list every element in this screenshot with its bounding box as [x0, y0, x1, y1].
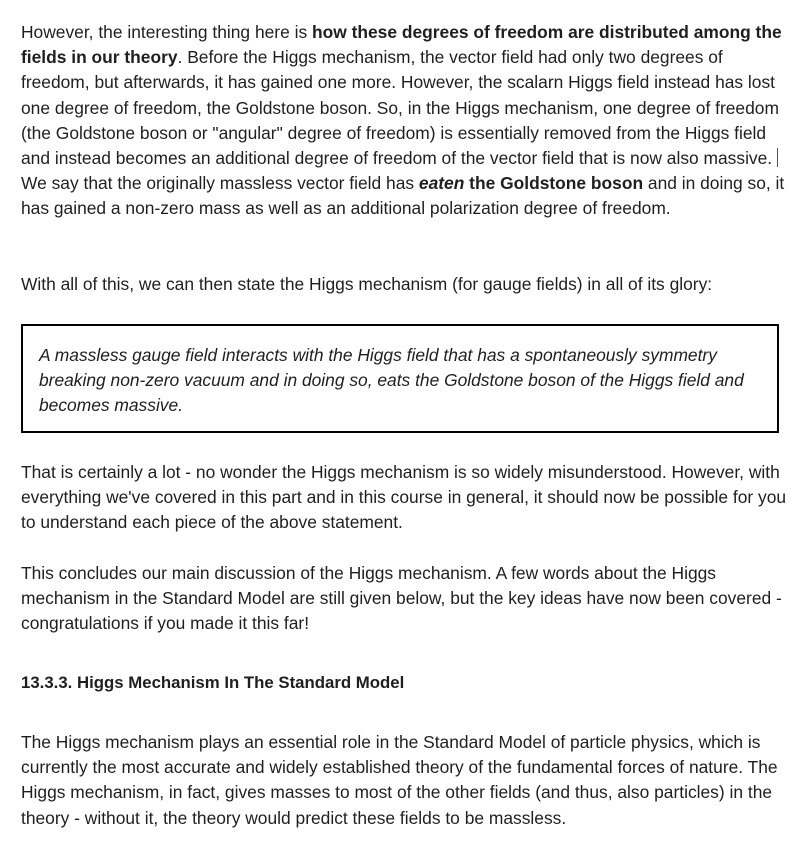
- text-run: and in doing so, it has gained a non-zero mass as well as an additional polarization degree of freedom.: [21, 173, 785, 219]
- paragraph-standard-model: The Higgs mechanism plays an essential role in the Standard Model of particle physics, which is currently the most accurate and widely established theory of the fundamental forces of nature. The Higgs mechanism, in fact, gives masses to most of the other fields (and thus, also particles) in the theory - without it, the theory would predict these fields to be massless.: [21, 732, 778, 828]
- text-run: . Before the Higgs mechanism, the vector field had only two degrees of freedom, but afterwards, it has gained one more. However, the scalarn Higgs field instead has lost one degree of freedom, the Goldstone boson. So, in the Higgs mechanism, one degree of freedom (the Goldstone boson or "angular" degree of freedom) is essentially removed from the Higgs field and instead becomes an additional degree of freedom of the vector field that is now also massive.: [21, 47, 779, 169]
- text-run: We say that the originally massless vector field has: [21, 173, 419, 194]
- bold-phrase-distribution: how these degrees of freedom are distributed among the fields in our theory: [21, 22, 782, 68]
- statement-callout-box: [21, 324, 779, 433]
- callout-statement: A massless gauge field interacts with the Higgs field that has a spontaneously symmetry breaking non-zero vacuum and in doing so, eats the Goldstone boson of the Higgs field and becomes massive.: [39, 345, 744, 415]
- paragraph-degrees-of-freedom: [21, 20, 791, 222]
- text-run: However, the interesting thing here is: [21, 22, 312, 42]
- paragraph-misunderstood: That is certainly a lot - no wonder the Higgs mechanism is so widely misunderstood. However, with everything we've covered in this part and in this course in general, it should now be possible for you to understand each piece of the above statement.: [21, 462, 787, 533]
- section-heading: 13.3.3. Higgs Mechanism In The Standard Model: [21, 673, 405, 692]
- paragraph-statement-intro: With all of this, we can then state the Higgs mechanism (for gauge fields) in all of its glory:: [21, 274, 713, 294]
- bold-italic-eaten: eaten: [418, 173, 465, 194]
- paragraph-conclusion: This concludes our main discussion of the Higgs mechanism. A few words about the Higgs mechanism in the Standard Model are still given below, but the key ideas have now been covered - congratulations if you made it this far!: [21, 563, 782, 634]
- bold-phrase-goldstone-boson: the Goldstone boson: [464, 173, 644, 194]
- text-cursor: [777, 148, 778, 167]
